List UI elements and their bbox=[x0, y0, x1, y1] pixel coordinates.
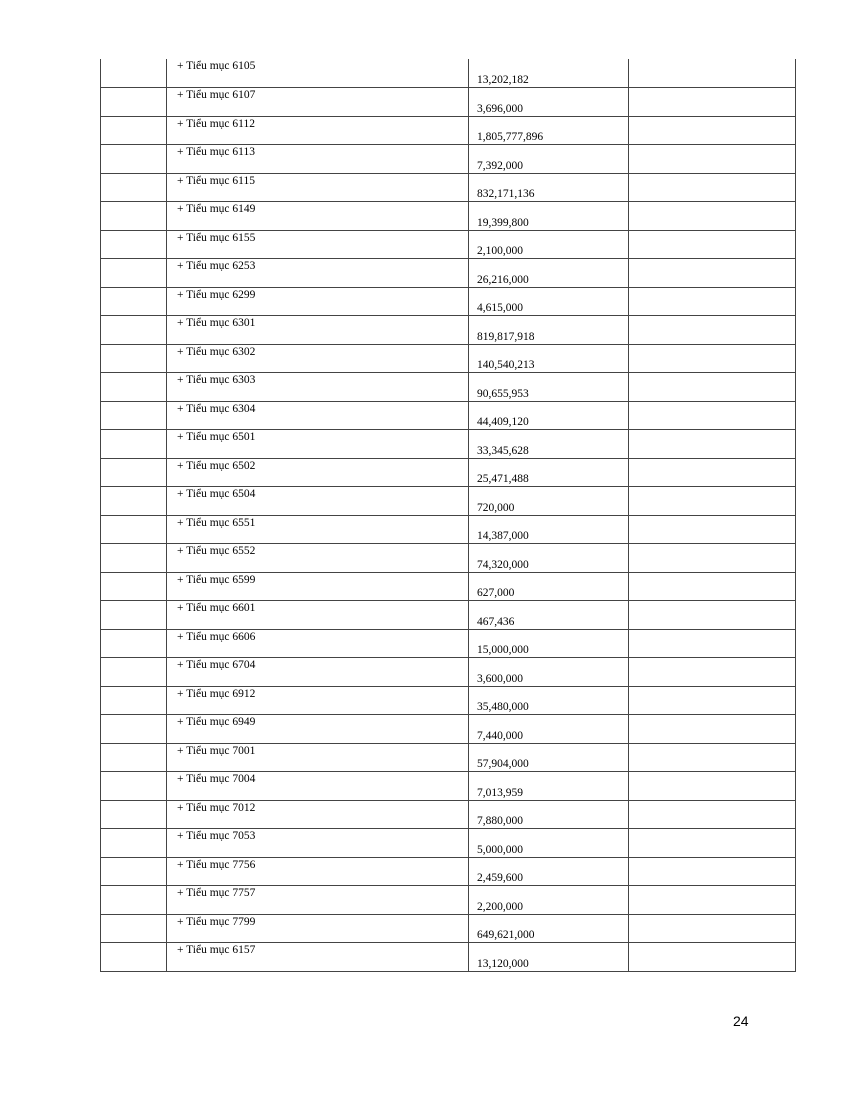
item-label-cell: + Tiểu mục 6157 bbox=[167, 943, 469, 972]
note-cell bbox=[629, 601, 796, 630]
table-row bbox=[101, 259, 796, 288]
note-cell bbox=[629, 629, 796, 658]
amount-cell bbox=[469, 487, 629, 516]
note-cell bbox=[629, 772, 796, 801]
item-label-cell: + Tiểu mục 6912 bbox=[167, 686, 469, 715]
amount-cell bbox=[469, 715, 629, 744]
note-cell bbox=[629, 886, 796, 915]
item-label-cell: + Tiểu mục 6149 bbox=[167, 202, 469, 231]
item-label-cell: + Tiểu mục 6115 bbox=[167, 173, 469, 202]
amount-cell bbox=[469, 772, 629, 801]
amount-cell bbox=[469, 316, 629, 345]
amount-cell bbox=[469, 572, 629, 601]
row-index-cell bbox=[101, 914, 167, 943]
amount-cell bbox=[469, 886, 629, 915]
item-label-cell: + Tiểu mục 6601 bbox=[167, 601, 469, 630]
row-index-cell bbox=[101, 544, 167, 573]
amount-value: 90,655,953 bbox=[477, 387, 529, 400]
amount-value: 627,000 bbox=[477, 587, 515, 599]
amount-value: 57,904,000 bbox=[477, 758, 529, 770]
row-index-cell bbox=[101, 230, 167, 259]
note-cell bbox=[629, 259, 796, 288]
amount-value: 3,600,000 bbox=[477, 672, 523, 685]
item-label-cell: + Tiểu mục 6112 bbox=[167, 116, 469, 145]
amount-value: 467,436 bbox=[477, 615, 515, 628]
row-index-cell bbox=[101, 487, 167, 516]
table-row bbox=[101, 544, 796, 573]
item-label-cell: + Tiểu mục 6105 bbox=[167, 59, 469, 88]
item-label-cell: + Tiểu mục 6501 bbox=[167, 430, 469, 459]
row-index-cell bbox=[101, 800, 167, 829]
note-cell bbox=[629, 401, 796, 430]
note-cell bbox=[629, 145, 796, 174]
item-label-cell: + Tiểu mục 6107 bbox=[167, 88, 469, 117]
amount-cell bbox=[469, 230, 629, 259]
note-cell bbox=[629, 202, 796, 231]
amount-cell bbox=[469, 287, 629, 316]
row-index-cell bbox=[101, 259, 167, 288]
amount-value: 14,387,000 bbox=[477, 530, 529, 542]
row-index-cell bbox=[101, 857, 167, 886]
row-index-cell bbox=[101, 316, 167, 345]
item-label-cell: + Tiểu mục 6704 bbox=[167, 658, 469, 687]
item-label-cell: + Tiểu mục 6552 bbox=[167, 544, 469, 573]
amount-cell bbox=[469, 943, 629, 972]
table-row bbox=[101, 629, 796, 658]
amount-cell bbox=[469, 629, 629, 658]
note-cell bbox=[629, 88, 796, 117]
row-index-cell bbox=[101, 629, 167, 658]
amount-cell bbox=[469, 544, 629, 573]
amount-value: 13,120,000 bbox=[477, 957, 529, 970]
item-label-cell: + Tiểu mục 6113 bbox=[167, 145, 469, 174]
item-label-cell: + Tiểu mục 6253 bbox=[167, 259, 469, 288]
amount-value: 7,880,000 bbox=[477, 815, 523, 827]
row-index-cell bbox=[101, 686, 167, 715]
amount-cell bbox=[469, 800, 629, 829]
item-label-cell: + Tiểu mục 6299 bbox=[167, 287, 469, 316]
note-cell bbox=[629, 230, 796, 259]
table-row bbox=[101, 914, 796, 943]
note-cell bbox=[629, 458, 796, 487]
row-index-cell bbox=[101, 59, 167, 88]
table-row bbox=[101, 202, 796, 231]
amount-cell bbox=[469, 59, 629, 88]
item-label-cell: + Tiểu mục 6304 bbox=[167, 401, 469, 430]
amount-value: 35,480,000 bbox=[477, 701, 529, 713]
note-cell bbox=[629, 430, 796, 459]
row-index-cell bbox=[101, 658, 167, 687]
table-row bbox=[101, 401, 796, 430]
amount-value: 33,345,628 bbox=[477, 444, 529, 457]
note-cell bbox=[629, 487, 796, 516]
note-cell bbox=[629, 743, 796, 772]
row-index-cell bbox=[101, 601, 167, 630]
table-row bbox=[101, 772, 796, 801]
row-index-cell bbox=[101, 829, 167, 858]
amount-value: 3,696,000 bbox=[477, 102, 523, 115]
budget-table-body bbox=[101, 59, 796, 971]
note-cell bbox=[629, 173, 796, 202]
note-cell bbox=[629, 943, 796, 972]
amount-cell bbox=[469, 259, 629, 288]
table-row bbox=[101, 316, 796, 345]
item-label-cell: + Tiểu mục 6155 bbox=[167, 230, 469, 259]
table-row bbox=[101, 116, 796, 145]
page-number: 24 bbox=[733, 1013, 749, 1029]
table-row bbox=[101, 173, 796, 202]
table-row bbox=[101, 145, 796, 174]
table-row bbox=[101, 743, 796, 772]
table-row bbox=[101, 373, 796, 402]
amount-cell bbox=[469, 173, 629, 202]
note-cell bbox=[629, 572, 796, 601]
item-label-cell: + Tiểu mục 6302 bbox=[167, 344, 469, 373]
row-index-cell bbox=[101, 373, 167, 402]
amount-value: 5,000,000 bbox=[477, 843, 523, 856]
table-row bbox=[101, 886, 796, 915]
table-row bbox=[101, 515, 796, 544]
row-index-cell bbox=[101, 173, 167, 202]
table-row bbox=[101, 487, 796, 516]
table-row bbox=[101, 344, 796, 373]
amount-cell bbox=[469, 829, 629, 858]
row-index-cell bbox=[101, 458, 167, 487]
amount-value: 1,805,777,896 bbox=[477, 131, 544, 143]
amount-value: 2,100,000 bbox=[477, 245, 523, 257]
amount-value: 26,216,000 bbox=[477, 273, 529, 286]
table-row bbox=[101, 857, 796, 886]
amount-cell bbox=[469, 373, 629, 402]
table-row bbox=[101, 430, 796, 459]
note-cell bbox=[629, 59, 796, 88]
item-label-cell: + Tiểu mục 6551 bbox=[167, 515, 469, 544]
note-cell bbox=[629, 116, 796, 145]
table-row bbox=[101, 59, 796, 88]
row-index-cell bbox=[101, 116, 167, 145]
row-index-cell bbox=[101, 287, 167, 316]
item-label-cell: + Tiểu mục 6504 bbox=[167, 487, 469, 516]
note-cell bbox=[629, 344, 796, 373]
amount-value: 140,540,213 bbox=[477, 359, 535, 371]
amount-value: 2,459,600 bbox=[477, 872, 523, 884]
item-label-cell: + Tiểu mục 7757 bbox=[167, 886, 469, 915]
amount-cell bbox=[469, 88, 629, 117]
amount-value: 19,399,800 bbox=[477, 216, 529, 229]
table-row bbox=[101, 829, 796, 858]
row-index-cell bbox=[101, 943, 167, 972]
amount-cell bbox=[469, 116, 629, 145]
row-index-cell bbox=[101, 88, 167, 117]
amount-value: 4,615,000 bbox=[477, 302, 523, 314]
note-cell bbox=[629, 316, 796, 345]
note-cell bbox=[629, 686, 796, 715]
row-index-cell bbox=[101, 572, 167, 601]
note-cell bbox=[629, 914, 796, 943]
note-cell bbox=[629, 857, 796, 886]
table-row bbox=[101, 686, 796, 715]
table-row bbox=[101, 287, 796, 316]
amount-cell bbox=[469, 743, 629, 772]
amount-cell bbox=[469, 430, 629, 459]
amount-cell bbox=[469, 857, 629, 886]
row-index-cell bbox=[101, 515, 167, 544]
note-cell bbox=[629, 544, 796, 573]
amount-value: 15,000,000 bbox=[477, 644, 529, 656]
item-label-cell: + Tiểu mục 6606 bbox=[167, 629, 469, 658]
table-row bbox=[101, 715, 796, 744]
table-row bbox=[101, 658, 796, 687]
row-index-cell bbox=[101, 344, 167, 373]
amount-cell bbox=[469, 145, 629, 174]
item-label-cell: + Tiểu mục 7799 bbox=[167, 914, 469, 943]
item-label-cell: + Tiểu mục 7053 bbox=[167, 829, 469, 858]
table-row bbox=[101, 572, 796, 601]
amount-value: 7,440,000 bbox=[477, 729, 523, 742]
amount-cell bbox=[469, 914, 629, 943]
item-label-cell: + Tiểu mục 6303 bbox=[167, 373, 469, 402]
table-row bbox=[101, 943, 796, 972]
note-cell bbox=[629, 829, 796, 858]
budget-table bbox=[100, 59, 796, 972]
item-label-cell: + Tiểu mục 7001 bbox=[167, 743, 469, 772]
row-index-cell bbox=[101, 886, 167, 915]
item-label-cell: + Tiểu mục 6599 bbox=[167, 572, 469, 601]
item-label-cell: + Tiểu mục 7004 bbox=[167, 772, 469, 801]
amount-value: 74,320,000 bbox=[477, 558, 529, 571]
amount-value: 819,817,918 bbox=[477, 330, 535, 343]
note-cell bbox=[629, 373, 796, 402]
row-index-cell bbox=[101, 743, 167, 772]
note-cell bbox=[629, 515, 796, 544]
row-index-cell bbox=[101, 202, 167, 231]
item-label-cell: + Tiểu mục 7012 bbox=[167, 800, 469, 829]
note-cell bbox=[629, 715, 796, 744]
table-row bbox=[101, 88, 796, 117]
row-index-cell bbox=[101, 772, 167, 801]
amount-cell bbox=[469, 458, 629, 487]
item-label-cell: + Tiểu mục 6502 bbox=[167, 458, 469, 487]
note-cell bbox=[629, 658, 796, 687]
item-label-cell: + Tiểu mục 6949 bbox=[167, 715, 469, 744]
item-label-cell: + Tiểu mục 6301 bbox=[167, 316, 469, 345]
table-row bbox=[101, 458, 796, 487]
note-cell bbox=[629, 287, 796, 316]
item-label-cell: + Tiểu mục 7756 bbox=[167, 857, 469, 886]
amount-value: 44,409,120 bbox=[477, 416, 529, 428]
amount-cell bbox=[469, 601, 629, 630]
table-row bbox=[101, 230, 796, 259]
amount-cell bbox=[469, 344, 629, 373]
amount-value: 720,000 bbox=[477, 501, 515, 514]
amount-value: 2,200,000 bbox=[477, 900, 523, 913]
amount-cell bbox=[469, 686, 629, 715]
row-index-cell bbox=[101, 145, 167, 174]
amount-cell bbox=[469, 658, 629, 687]
amount-cell bbox=[469, 401, 629, 430]
amount-value: 7,013,959 bbox=[477, 786, 523, 799]
row-index-cell bbox=[101, 430, 167, 459]
note-cell bbox=[629, 800, 796, 829]
table-row bbox=[101, 800, 796, 829]
amount-cell bbox=[469, 202, 629, 231]
amount-value: 13,202,182 bbox=[477, 74, 529, 86]
amount-value: 649,621,000 bbox=[477, 929, 535, 941]
amount-value: 832,171,136 bbox=[477, 188, 535, 200]
amount-value: 25,471,488 bbox=[477, 473, 529, 485]
row-index-cell bbox=[101, 401, 167, 430]
table-row bbox=[101, 601, 796, 630]
amount-value: 7,392,000 bbox=[477, 159, 523, 172]
amount-cell bbox=[469, 515, 629, 544]
row-index-cell bbox=[101, 715, 167, 744]
